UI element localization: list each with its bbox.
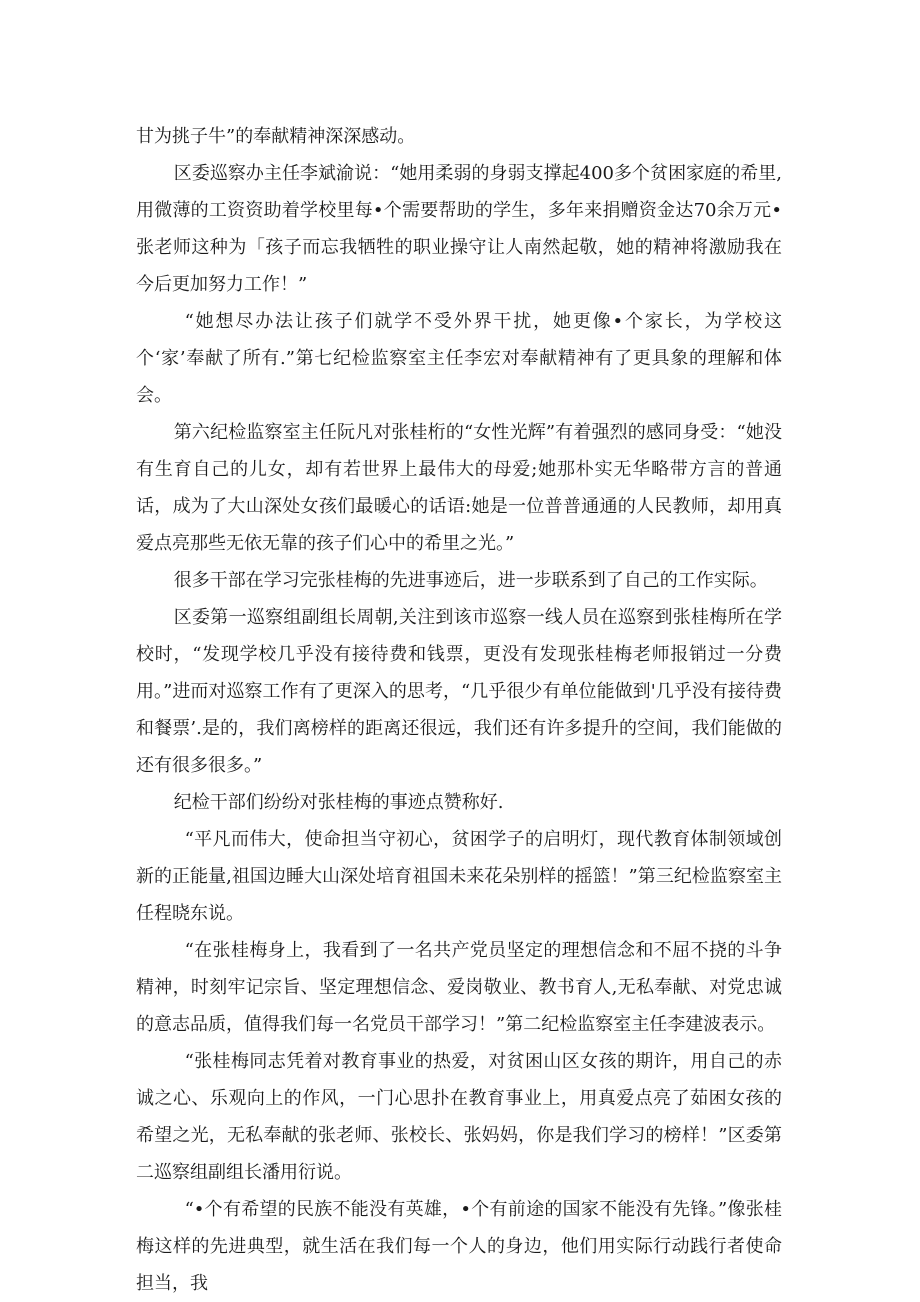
- paragraph-quote-pan-yongyan: “张桂梅同志凭着对教育事业的热爱，对贫困山区女孩的期许，用自己的赤诚之心、乐观向上的作风，一门心思扑在教育事业上，用真爱点亮了茹困女孩的希望之光，无私奉献的张老师、张校长、张妈妈，你是我们学习的榜样！”区委第二巡察组副组长潘用衍说。: [136, 1051, 782, 1183]
- paragraph-quote-li-jianbo: “在张桂梅身上，我看到了一名共产党员坚定的理想信念和不屈不挠的斗争精神，时刻牢记宗旨、坚定理想信念、爱岗敬业、教书育人,无私奉献、对党忠诚的意志品质，值得我们每一名党员干部学习！”第二纪检监察室主任李建波表示。: [136, 940, 782, 1035]
- paragraph-praise: 纪检干部们纷纷对张桂梅的事迹点赞称好.: [173, 792, 504, 813]
- paragraph-heroes: “•个有希望的民族不能没有英雄，•个有前途的国家不能没有先锋。”像张桂梅这样的先进典型，就生活在我们每一个人的身边，他们用实际行动践行者使命担当，我: [136, 1199, 782, 1294]
- paragraph-quote-li-hong: “她想尽办法让孩子们就学不受外界干扰，她更像•个家长，为学校这个‘家’奉献了所有.”第七纪检监察室主任李宏对奉献精神有了更具象的理解和体会。: [136, 311, 782, 406]
- paragraph-cadres-study: 很多干部在学习完张桂梅的先进事迹后，进一步联系到了自己的工作实际。: [173, 570, 768, 591]
- paragraph-quote-zhou-chao: 区委第一巡察组副组长周朝,关注到该市巡察一线人员在巡察到张桂梅所在学校时，“发现学校几乎没有接待费和钱票，更没有发现张桂梅老师报销过一分费用。”进而对巡察工作有了更深入的思考，“几乎很少有单位能做到'几乎没有接待费和餐票’.是的，我们离榜样的距离还很远，我们还有许多提升的空间，我们能做的还有很多很多。”: [136, 607, 782, 776]
- paragraph-quote-li-binyu: 区委巡察办主任李斌渝说：“她用柔弱的身弱支撑起400多个贫困家庭的希里,用微薄的工资资助着学校里每•个需要帮助的学生，多年来捐赠资金达70余万元•张老师这种为「孩子而忘我牺牲的职业操守让人南然起敬，她的精神将激励我在今后更加努力工作！”: [136, 163, 782, 295]
- paragraph-continuation: 甘为挑子牛”的奉献精神深深感动。: [136, 126, 416, 147]
- paragraph-quote-cheng-xiaodong: “平凡而伟大，使命担当守初心，贫困学子的启明灯，现代教育体制领域创新的正能量,祖国边睡大山深处培育祖国未来花朵别样的摇篮！”第三纪检监察室主任程晓东说。: [136, 829, 782, 924]
- document-body: [136, 118, 782, 1302]
- paragraph-quote-ruan-fan: 第六纪检监察室主任阮凡对张桂桁的“女性光辉”有着强烈的感同身受：“她没有生育自己的儿女，却有若世界上最伟大的母爱;她那朴实无华略带方言的普通话，成为了大山深处女孩们最暖心的话语:她是一位普普通通的人民教师，却用真爱点亮那些无依无靠的孩子们心中的希里之光。”: [136, 422, 782, 554]
